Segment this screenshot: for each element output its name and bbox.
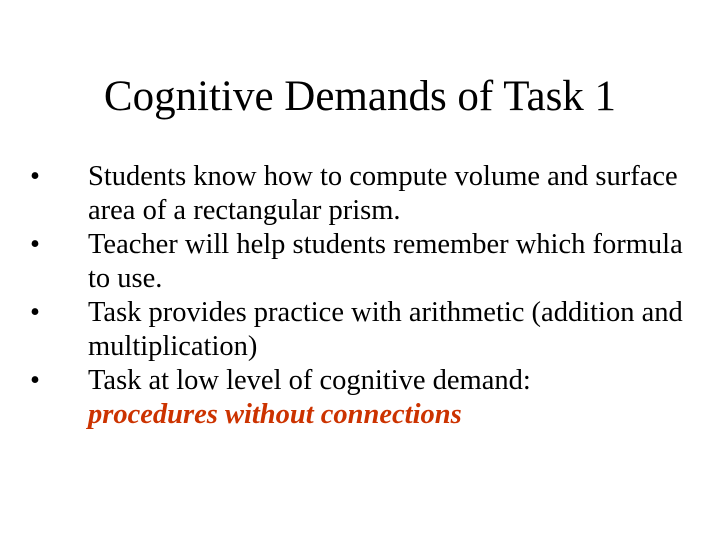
bullet-list (30, 160, 710, 432)
bullet-item (30, 296, 710, 364)
bullet-item (30, 228, 710, 296)
bullet-item (30, 160, 710, 228)
bullet-text: Students know how to compute volume and surface area of a rectangular prism. (88, 161, 678, 226)
bullet-text: Teacher will help students remember which formula to use. (88, 229, 683, 294)
bullet-icon: • (30, 297, 40, 328)
bullet-text: Task provides practice with arithmetic (addition and multiplication) (88, 297, 683, 362)
bullet-item (30, 364, 710, 432)
bullet-icon: • (30, 229, 40, 260)
bullet-icon: • (30, 161, 40, 192)
bullet-icon: • (30, 365, 40, 396)
emphasis-text: procedures without connections (88, 399, 462, 430)
slide-title: Cognitive Demands of Task 1 (103, 73, 617, 120)
bullet-text: Task at low level of cognitive demand: (88, 365, 531, 396)
